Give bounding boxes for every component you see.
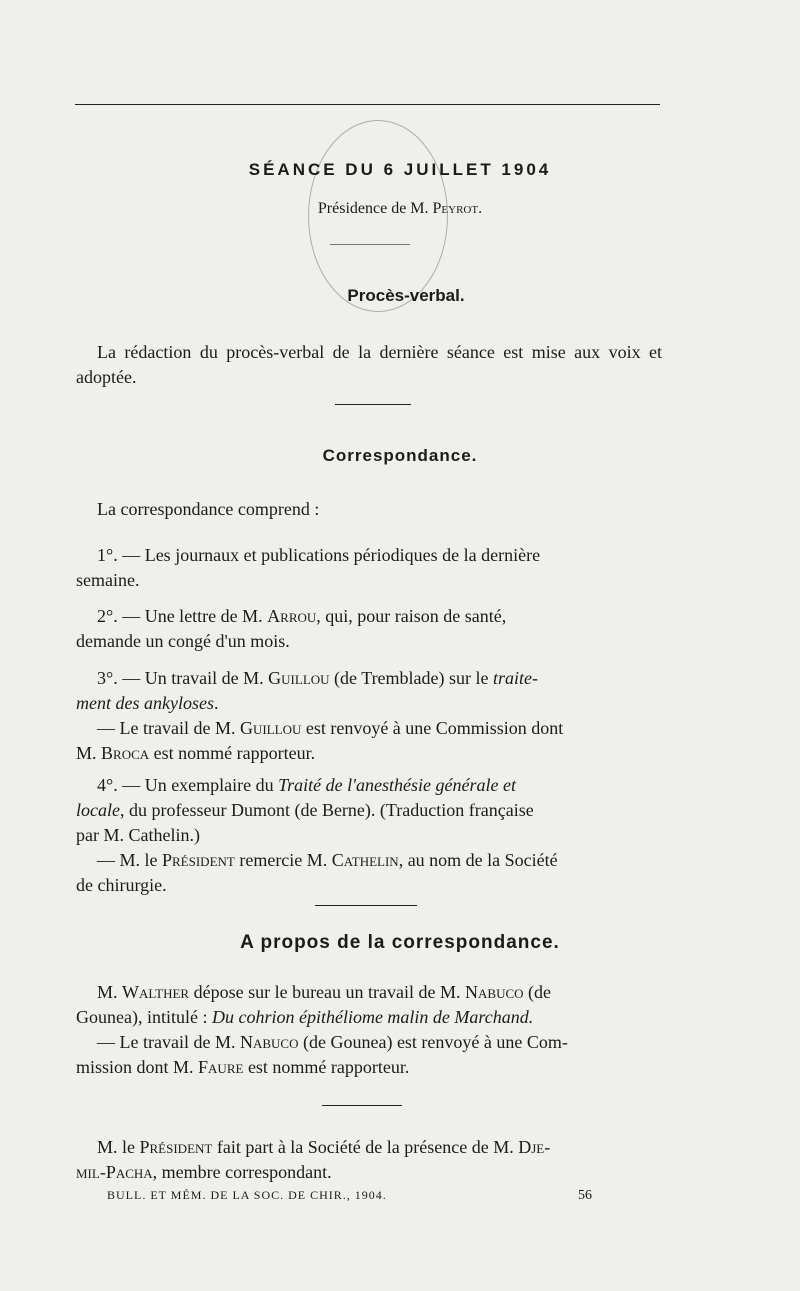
item3-line4: [76, 741, 662, 766]
item3-line2: [76, 691, 662, 716]
apropos-paragraph: [76, 980, 662, 1080]
apropos-name4: Faure: [198, 1057, 244, 1077]
apropos-text-f: (de Gounea) est renvoyé à une Com-: [302, 1032, 568, 1052]
correspondance-intro-text: La correspondance comprend :: [97, 499, 320, 519]
apropos-name3: Nabuco: [239, 1032, 299, 1052]
president-name: Peyrot.: [432, 200, 483, 217]
footer-citation: BULL. ET MÉM. DE LA SOC. DE CHIR., 1904.: [107, 1188, 387, 1202]
final-line1: [76, 1135, 662, 1160]
apropos-line3: [76, 1030, 662, 1055]
apropos-text-g: mission dont M.: [76, 1057, 194, 1077]
correspondance-item-2: [76, 604, 662, 654]
item2-line1: [76, 604, 662, 629]
item3-name3: Broca: [101, 743, 150, 763]
item4-line3: par M. Cathelin.): [76, 825, 200, 845]
seance-title: SÉANCE DU 6 JUILLET 1904: [248, 160, 552, 179]
section-divider: [335, 404, 411, 405]
proces-verbal-paragraph: [76, 340, 662, 390]
final-name-part2: mil-Pacha: [76, 1162, 153, 1182]
item2-line2: demande un congé d'un mois.: [76, 631, 290, 651]
apropos-heading: A propos de la correspondance.: [240, 932, 560, 953]
apropos-text-b: dépose sur le bureau un travail de M.: [193, 982, 461, 1002]
apropos-text-d: Gounea), intitulé :: [76, 1007, 208, 1027]
final-text-c: , membre correspondant.: [152, 1162, 332, 1182]
item3-title-part1: traite-: [493, 668, 539, 688]
item3-text-e: M.: [76, 743, 97, 763]
final-paragraph: [76, 1135, 662, 1185]
final-line2: [76, 1160, 662, 1185]
presidence-line: [0, 200, 800, 218]
apropos-line4: [76, 1055, 662, 1080]
item4-text-a: 4°. — Un exemplaire du: [97, 775, 274, 795]
section-divider-2: [315, 905, 417, 906]
proces-verbal-heading: Procès-verbal.: [347, 286, 465, 305]
item2-text-b: , qui, pour raison de santé,: [316, 606, 507, 626]
apropos-text-e: — Le travail de M.: [97, 1032, 236, 1052]
item4-name: Cathelin: [331, 850, 399, 870]
item3-name: Guillou: [268, 668, 330, 688]
item4-title-part1: Traité de l'anesthésie générale et: [278, 775, 516, 795]
item4-line5: de chirurgie.: [76, 875, 167, 895]
item3-dot: .: [213, 693, 219, 713]
item3-text-b: (de Tremblade) sur le: [334, 668, 489, 688]
proces-verbal-text: La rédaction du procès-verbal de la dernière séance est mise aux voix et adoptée.: [76, 342, 662, 387]
item3-line3: [76, 716, 662, 741]
page-number: 56: [578, 1188, 592, 1203]
item1-line2: semaine.: [76, 570, 140, 590]
presidence-text: Présidence de M.: [317, 200, 429, 217]
item3-text-f: est nommé rapporteur.: [153, 743, 316, 763]
item4-president: Président: [162, 850, 235, 870]
item4-line1: [76, 773, 662, 798]
apropos-text-c: (de: [528, 982, 552, 1002]
item4-text-b: , du professeur Dumont (de Berne). (Traduction française: [119, 800, 534, 820]
item3-name2: Guillou: [239, 718, 302, 738]
item1-line1: 1°. — Les journaux et publications périodiques de la dernière: [97, 545, 541, 565]
item4-text-d: — M. le: [97, 850, 158, 870]
section-divider-3: [322, 1105, 402, 1106]
item3-line1: [76, 666, 662, 691]
item2-text-a: 2°. — Une lettre de M.: [97, 606, 263, 626]
apropos-text-h: est nommé rapporteur.: [247, 1057, 410, 1077]
apropos-title: Du cohrion épithéliome malin de Marchand.: [211, 1007, 534, 1027]
correspondance-item-1: [76, 543, 662, 593]
item4-text-e: remercie M.: [239, 850, 328, 870]
item3-text-c: — Le travail de M.: [97, 718, 236, 738]
final-text-b: fait part à la Société de la présence de M.: [216, 1137, 514, 1157]
top-rule: [75, 104, 660, 105]
correspondance-item-3: [76, 666, 662, 766]
apropos-line1: [76, 980, 662, 1005]
apropos-name2: Nabuco: [465, 982, 524, 1002]
apropos-line2: [76, 1005, 662, 1030]
correspondance-heading: Correspondance.: [322, 446, 478, 465]
item3-title-part2: ment des ankyloses: [76, 693, 214, 713]
item4-title-part2: locale: [76, 800, 120, 820]
item4-line2: [76, 798, 662, 823]
item3-text-a: 3°. — Un travail de M.: [97, 668, 264, 688]
final-name-part1: Dje-: [518, 1137, 551, 1157]
apropos-name1: Walther: [122, 982, 190, 1002]
item4-line4: [76, 848, 662, 873]
final-president: Président: [139, 1137, 213, 1157]
stamp-line: [330, 244, 410, 245]
correspondance-item-4: [76, 773, 662, 898]
item2-name: Arrou: [267, 606, 317, 626]
item4-text-f: , au nom de la Société: [398, 850, 558, 870]
apropos-text-a: M.: [97, 982, 118, 1002]
correspondance-intro: [76, 497, 662, 522]
item3-text-d: est renvoyé à une Commission dont: [305, 718, 564, 738]
final-text-a: M. le: [97, 1137, 135, 1157]
